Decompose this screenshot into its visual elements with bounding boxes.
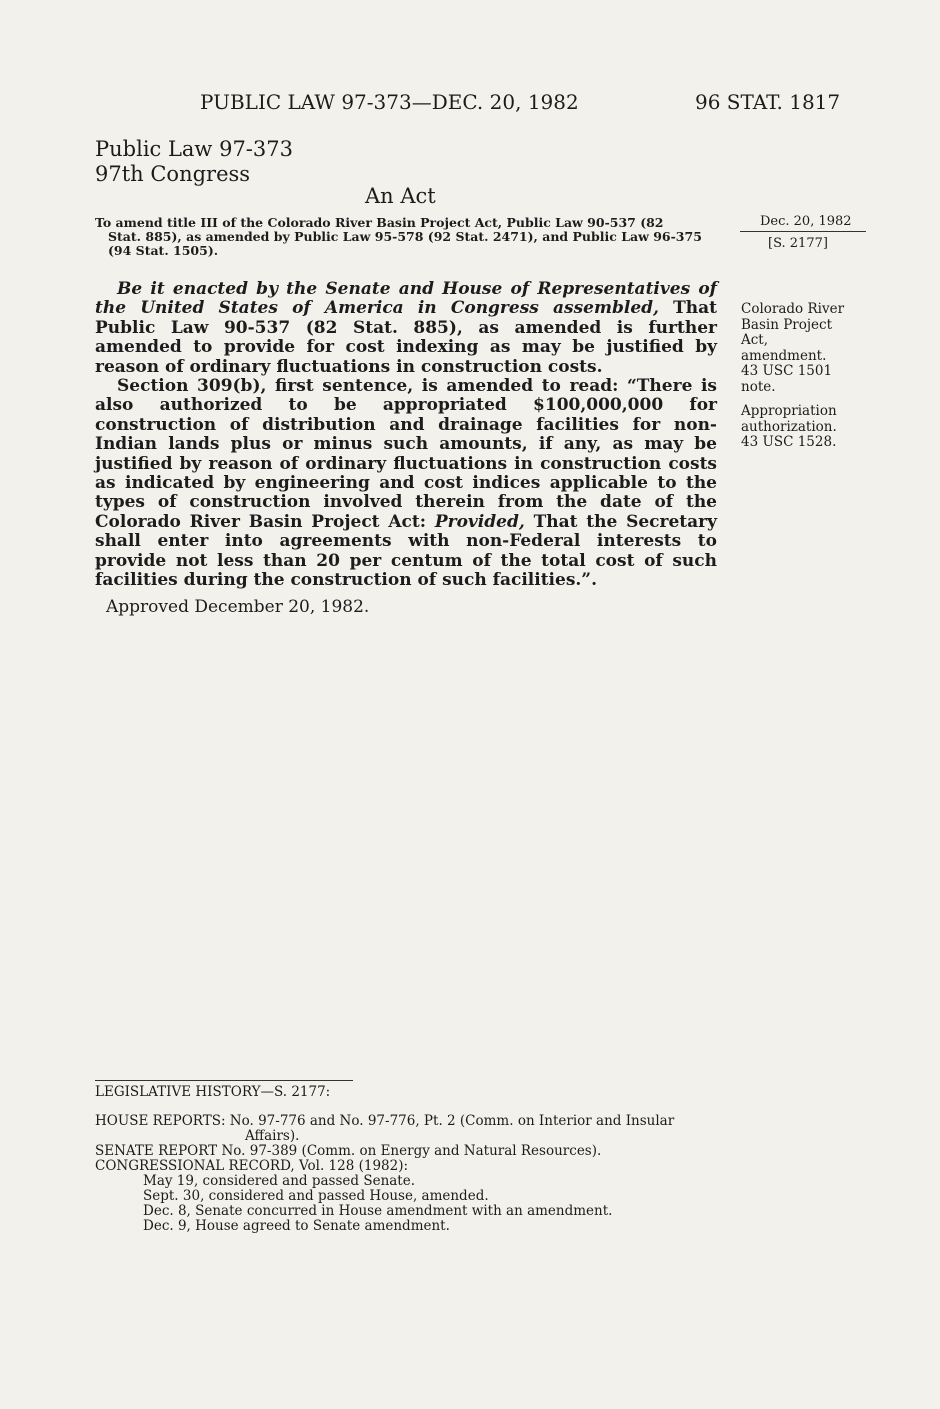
history-heading: LEGISLATIVE HISTORY—S. 2177:	[95, 1084, 331, 1100]
paragraph-text: Section 309(b), first sentence, is amended to read: “There is also authorized to be appropriated $100,000,000 for construction of distribution and drainage facilities for non-Indian lands plus or minus such amounts, if any, as may be justified by reason of ordinary fluctuations in construction costs as indicated by engineering and cost indices applicable to the types of construction involved therein from the date of the Colorado River Basin Project Act:	[95, 376, 717, 532]
side-note-line: 43 USC 1501	[741, 363, 833, 379]
margin-date: Dec. 20, 1982	[760, 214, 852, 229]
margin-bill-number: [S. 2177]	[768, 236, 828, 251]
side-note-amendment	[741, 302, 844, 395]
law-number: Public Law 97-373	[95, 137, 293, 161]
act-purpose	[95, 216, 717, 258]
house-reports-continued: Affairs).	[245, 1128, 300, 1144]
history-action: Sept. 30, considered and passed House, amended.	[143, 1188, 489, 1204]
act-body	[95, 280, 717, 591]
side-note-line: authorization.	[741, 418, 837, 435]
side-note-line: amendment.	[741, 347, 827, 364]
congress: 97th Congress	[95, 162, 251, 186]
side-note-line: Basin Project	[741, 316, 833, 333]
paragraph-text: That Public Law 90-537 (82 Stat. 885), as amended is further amended to provide for cost indexing as may be justified by reason of ordinary fluctuations in construction costs.	[95, 298, 717, 377]
enacting-clause: Be it enacted by the Senate and House of Representatives of the United States of America in Congress assembled,	[95, 279, 717, 319]
approval-date: Approved December 20, 1982.	[106, 597, 370, 617]
act-heading: An Act	[365, 184, 436, 208]
side-note-line: Appropriation	[741, 403, 837, 419]
history-action: Dec. 8, Senate concurred in House amendment with an amendment.	[143, 1203, 613, 1219]
history-divider	[95, 1080, 353, 1081]
law-identification	[95, 137, 293, 187]
section-309b-paragraph	[95, 377, 717, 590]
section-1-paragraph	[95, 280, 717, 377]
side-note-appropriation	[741, 404, 837, 451]
purpose-line: Stat. 885), as amended by Public Law 95-578 (92 Stat. 2471), and Public Law 96-375	[108, 229, 702, 244]
side-note-line: Act,	[741, 332, 769, 348]
paragraph-text: That the Secretary shall enter into agreements with non-Federal interests to provide not less than 20 per centum of the total cost of such facilities during the construction of such facilities.”.	[95, 511, 718, 591]
history-action: May 19, considered and passed Senate.	[143, 1173, 416, 1189]
history-action: Dec. 9, House agreed to Senate amendment.	[143, 1218, 450, 1234]
side-note-line: 43 USC 1528.	[741, 434, 837, 450]
legislative-history	[95, 1085, 725, 1234]
running-title: PUBLIC LAW 97-373—DEC. 20, 1982	[200, 90, 579, 114]
provided-clause: Provided,	[434, 511, 525, 532]
house-reports: HOUSE REPORTS: No. 97-776 and No. 97-776, Pt. 2 (Comm. on Interior and Insular	[95, 1113, 675, 1129]
margin-divider	[740, 231, 866, 232]
purpose-line: To amend title III of the Colorado River Basin Project Act, Public Law 90-537 (82	[95, 215, 664, 230]
purpose-line: (94 Stat. 1505).	[108, 243, 219, 258]
page-number: 96 STAT. 1817	[695, 90, 841, 114]
congressional-record: CONGRESSIONAL RECORD, Vol. 128 (1982):	[95, 1158, 409, 1174]
senate-report: SENATE REPORT No. 97-389 (Comm. on Energy and Natural Resources).	[95, 1143, 602, 1159]
side-note-line: Colorado River	[741, 301, 845, 317]
side-note-line: note.	[741, 378, 776, 395]
